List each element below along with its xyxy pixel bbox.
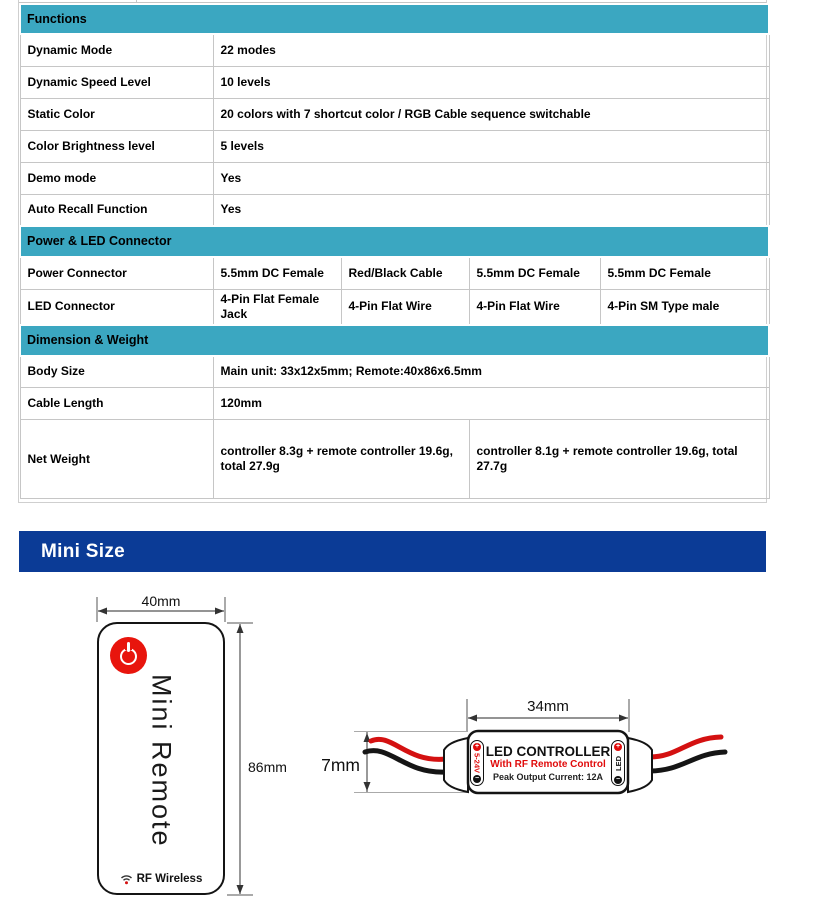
spec-value: 4-Pin Flat Female Jack — [213, 289, 341, 325]
section-banner-mini-size — [19, 531, 766, 572]
spec-label: Static Color — [20, 98, 213, 130]
spec-label: Color Brightness level — [20, 130, 213, 162]
remote-footer — [99, 873, 223, 885]
spec-table-container — [18, 0, 767, 503]
remote-width-dimension-label: 40mm — [141, 593, 181, 609]
input-port-pill — [470, 740, 484, 786]
controller-subtitle: With RF Remote Control — [490, 759, 606, 771]
rf-wireless-label: RF Wireless — [136, 873, 203, 885]
spec-label: Power Connector — [20, 257, 213, 289]
controller-peak-current: Peak Output Current: 12A — [492, 771, 604, 782]
minus-terminal-icon: − — [615, 775, 621, 783]
section-header-dimension-weight: Dimension & Weight — [20, 325, 769, 356]
remote-name-vertical-label: Mini Remote — [146, 673, 177, 848]
spec-value: 20 colors with 7 shortcut color / RGB Cable sequence switchable — [213, 98, 769, 130]
spec-value: 5 levels — [213, 130, 769, 162]
controller-label-block — [487, 735, 609, 791]
remote-height-dimension-label: 86mm — [248, 759, 287, 775]
remote-body-outline — [97, 622, 225, 895]
spec-label: Body Size — [20, 356, 213, 388]
output-port-pill — [611, 740, 625, 786]
controller-title: LED CONTROLLER — [485, 743, 611, 759]
section-header-power-led: Power & LED Connector — [20, 226, 769, 257]
spec-value: Main unit: 33x12x5mm; Remote:40x86x6.5mm — [213, 356, 769, 388]
spec-value: 5.5mm DC Female — [213, 257, 341, 289]
spec-label: Net Weight — [20, 420, 213, 499]
input-voltage-label: 5-24V — [472, 752, 482, 773]
spec-label: Dynamic Speed Level — [20, 66, 213, 98]
spec-value: 5.5mm DC Female — [600, 257, 769, 289]
output-led-label: LED — [613, 755, 623, 771]
spec-label: Demo mode — [20, 162, 213, 194]
controller-height-dimension-label: 7mm — [321, 755, 360, 775]
size-diagram — [0, 575, 820, 903]
spec-table — [19, 3, 770, 499]
minus-terminal-icon: − — [474, 775, 480, 783]
output-connector-tab — [628, 738, 652, 792]
controller-width-dimension-label: 34mm — [527, 698, 569, 715]
rf-wireless-icon — [120, 873, 133, 885]
plus-terminal-icon: + — [474, 742, 480, 750]
spec-value: controller 8.3g + remote controller 19.6g, total 27.9g — [213, 420, 469, 499]
spec-value: controller 8.1g + remote controller 19.6g, total 27.7g — [469, 420, 769, 499]
spec-value: Yes — [213, 194, 769, 226]
spec-label: LED Connector — [20, 289, 213, 325]
input-connector-tab — [444, 738, 468, 792]
spec-value: Yes — [213, 162, 769, 194]
plus-terminal-icon: + — [615, 742, 621, 750]
divider — [136, 0, 137, 3]
truncated-row-above — [19, 0, 766, 3]
spec-value: 10 levels — [213, 66, 769, 98]
spec-value: 4-Pin Flat Wire — [469, 289, 600, 325]
spec-value: 4-Pin SM Type male — [600, 289, 769, 325]
power-glyph-bar — [127, 642, 131, 652]
spec-label: Cable Length — [20, 388, 213, 420]
input-red-wire — [371, 739, 446, 759]
spec-value: 5.5mm DC Female — [469, 257, 600, 289]
banner-title: Mini Size — [41, 540, 125, 562]
spec-value: Red/Black Cable — [341, 257, 469, 289]
spec-label: Auto Recall Function — [20, 194, 213, 226]
spec-value: 22 modes — [213, 34, 769, 66]
spec-value: 4-Pin Flat Wire — [341, 289, 469, 325]
spec-label: Dynamic Mode — [20, 34, 213, 66]
section-header-functions: Functions — [20, 4, 769, 34]
spec-value: 120mm — [213, 388, 769, 420]
